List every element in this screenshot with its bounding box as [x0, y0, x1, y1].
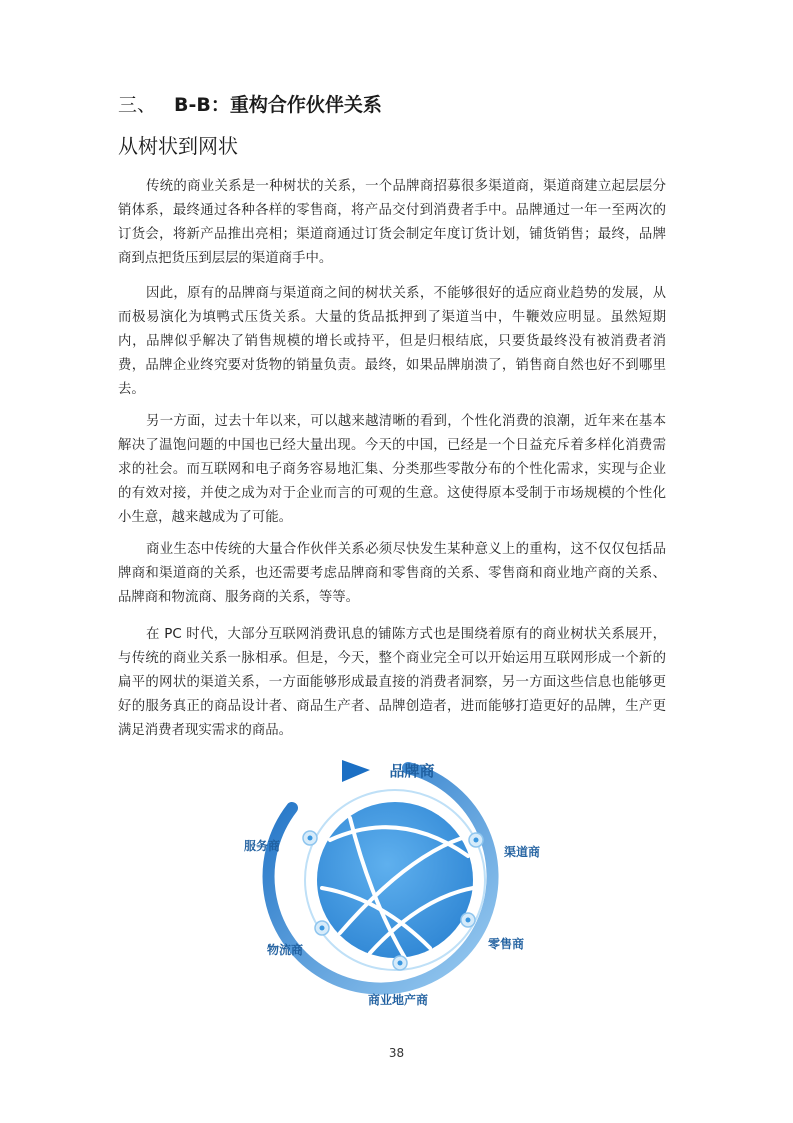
- paragraph: 因此，原有的品牌商与渠道商之间的树状关系，不能够很好的适应商业趋势的发展，从而极易演化为填鸭式压货关系。大量的货品抵押到了渠道当中，牛鞭效应明显。虽然短期内，品牌似乎解决了销售规模的增长或持平，但是归根结底，只要货最终没有被消费者消费，品牌企业终究要对货物的销量负责。最终，如果品牌崩溃了，销售商自然也好不到哪里去。: [118, 286, 666, 397]
- paragraph: 另一方面，过去十年以来，可以越来越清晰的看到，个性化消费的浪潮，近年来在基本解决了温饱问题的中国也已经大量出现。今天的中国，已经是一个日益充斥着多样化消费需求的社会。而互联网和电子商务容易地汇集、分类那些零散分布的个性化需求，实现与企业的有效对接，并使之成为对于企业而言的可观的生意。这使得原本受制于市场规模的个性化小生意，越来越成为了可能。: [118, 414, 666, 525]
- label-brand: 品牌商: [389, 762, 435, 780]
- label-realestate: 商业地产商: [367, 993, 429, 1007]
- section-title: B-B：重构合作伙伴关系: [174, 94, 382, 116]
- section-heading: [118, 90, 382, 117]
- section-number: 三、: [118, 94, 157, 116]
- page-number: 38: [388, 1046, 405, 1060]
- section-subtitle: 从树状到网状: [118, 134, 238, 158]
- location-pin-icon: [303, 831, 317, 845]
- label-service: 服务商: [243, 839, 281, 853]
- label-logistics: 物流商: [266, 943, 304, 957]
- paragraph: 传统的商业关系是一种树状的关系，一个品牌商招募很多渠道商，渠道商建立起层层分销体系，最终通过各种各样的零售商，将产品交付到消费者手中。品牌通过一年一至两次的订货会，将新产品推出亮相；渠道商通过订货会制定年度订货计划，铺货销售；最终，品牌商到点把货压到层层的渠道商手中。: [118, 179, 666, 266]
- paragraph: 商业生态中传统的大量合作伙伴关系必须尽快发生某种意义上的重构，这不仅仅包括品牌商和渠道商的关系，也还需要考虑品牌商和零售商的关系、零售商和商业地产商的关系、品牌商和物流商、服务商的关系，等等。: [118, 542, 666, 605]
- location-pin-icon: [393, 956, 407, 970]
- label-retail: 零售商: [487, 937, 525, 951]
- arrow-head-icon: [342, 760, 370, 782]
- location-pin-icon: [315, 921, 329, 935]
- location-pin-icon: [469, 833, 483, 847]
- location-pin-icon: [461, 913, 475, 927]
- paragraph: 在 PC 时代，大部分互联网消费讯息的铺陈方式也是围绕着原有的商业树状关系展开，与传统的商业关系一脉相承。但是，今天，整个商业完全可以开始运用互联网形成一个新的扁平的网状的渠道关系，一方面能够形成最直接的消费者洞察，另一方面这些信息也能够更好的服务真正的商品设计者、商品生产者、品牌创造者，进而能够打造更好的品牌，生产更满足消费者现实需求的商品。: [118, 627, 666, 738]
- label-channel: 渠道商: [503, 845, 541, 859]
- partner-network-diagram: [230, 748, 560, 1018]
